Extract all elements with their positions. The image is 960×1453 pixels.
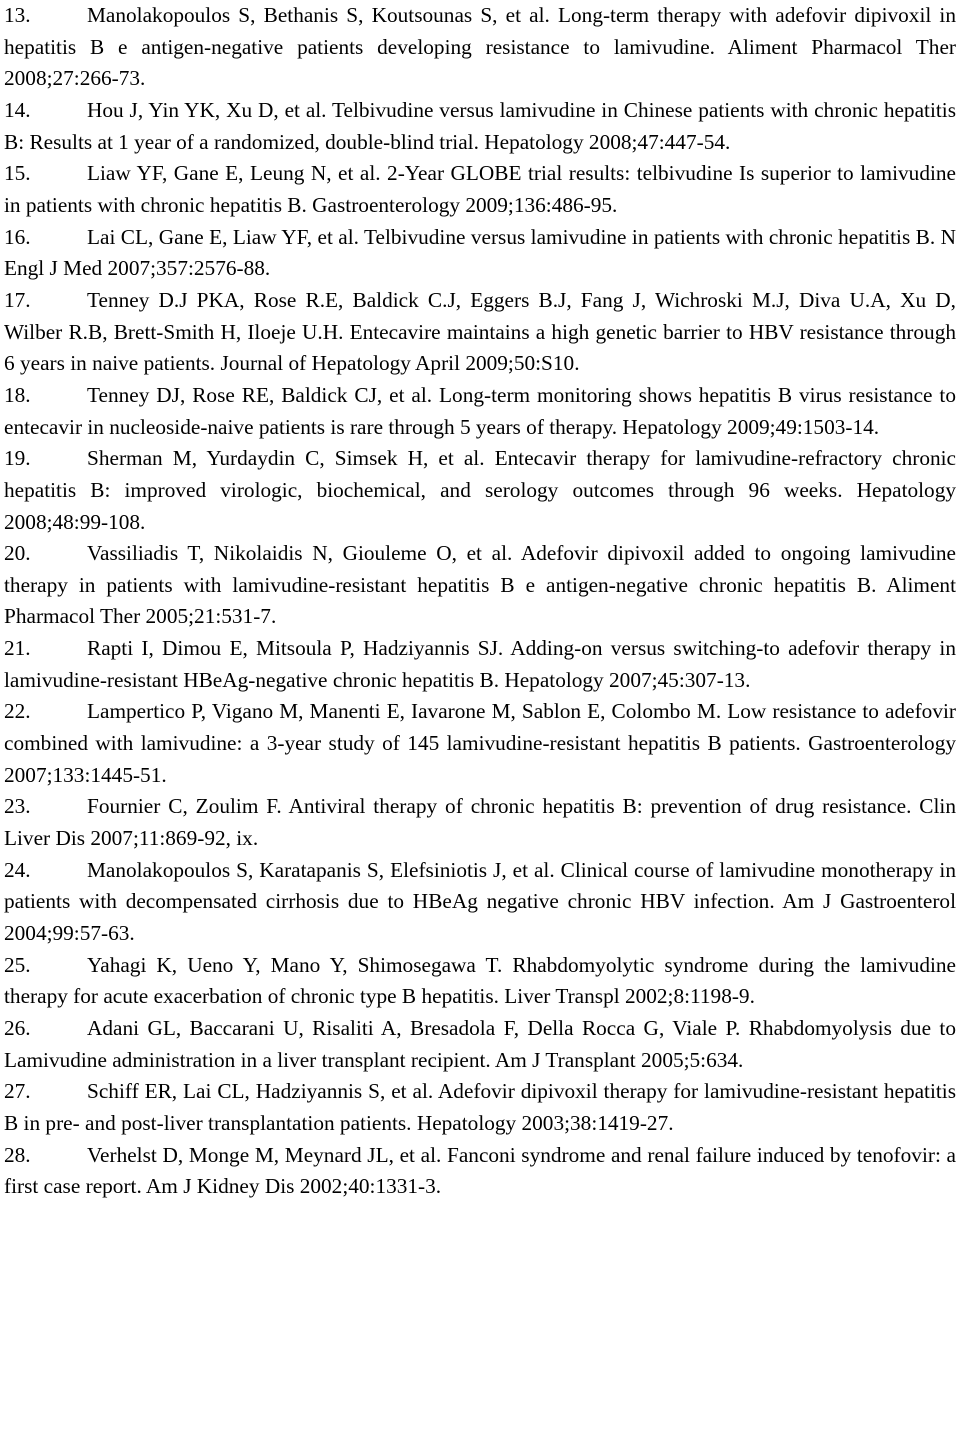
reference-number: 24. bbox=[4, 857, 31, 882]
reference-item bbox=[4, 95, 956, 158]
reference-number: 15. bbox=[4, 161, 31, 186]
reference-item bbox=[4, 443, 956, 538]
reference-text: Vassiliadis T, Nikolaidis N, Giouleme O, et al. Adefovir dipivoxil added to ongoing lamivudine therapy in patients with lamivudine-resistant hepatitis B e antigen-negative chronic hepatitis B. Aliment Pharmacol Ther 2005;21:531-7. bbox=[4, 541, 956, 629]
reference-item bbox=[4, 380, 956, 443]
reference-text: Sherman M, Yurdaydin C, Simsek H, et al. Entecavir therapy for lamivudine-refractory chronic hepatitis B: improved virologic, biochemical, and serology outcomes through 96 weeks. Hepatology 2008;48:99-108. bbox=[4, 446, 956, 534]
reference-item bbox=[4, 158, 956, 221]
reference-item bbox=[4, 0, 956, 95]
reference-text: Hou J, Yin YK, Xu D, et al. Telbivudine versus lamivudine in Chinese patients with chronic hepatitis B: Results at 1 year of a randomized, double-blind trial. Hepatology 2008;47:447-54. bbox=[4, 97, 956, 154]
reference-number: 13. bbox=[4, 3, 31, 27]
reference-text: Adani GL, Baccarani U, Risaliti A, Bresadola F, Della Rocca G, Viale P. Rhabdomyolysis due to Lamivudine administration in a liver transplant recipient. Am J Transplant 2005;5:634. bbox=[4, 1016, 956, 1072]
reference-item bbox=[4, 222, 956, 285]
reference-number: 18. bbox=[4, 382, 31, 407]
reference-item bbox=[4, 696, 956, 791]
reference-item bbox=[4, 633, 956, 696]
reference-item bbox=[4, 538, 956, 633]
reference-item bbox=[4, 1076, 956, 1139]
reference-text: Rapti I, Dimou E, Mitsoula P, Hadziyannis SJ. Adding-on versus switching-to adefovir therapy in lamivudine-resistant HBeAg-negative chronic hepatitis B. Hepatology 2007;45:307-13. bbox=[4, 636, 956, 692]
reference-text: Tenney D.J PKA, Rose R.E, Baldick C.J, Eggers B.J, Fang J, Wichroski M.J, Diva U.A, Xu D, Wilber R.B, Brett-Smith H, Iloeje U.H. Entecavire maintains a high genetic barrier to HBV resistance through 6 years in naive patients. Journal of Hepatology April 2009;50:S10. bbox=[4, 287, 956, 376]
reference-item bbox=[4, 1140, 956, 1203]
reference-text: Lai CL, Gane E, Liaw YF, et al. Telbivudine versus lamivudine in patients with chronic hepatitis B. N Engl J Med 2007;357:2576-88. bbox=[4, 224, 956, 281]
reference-item bbox=[4, 1013, 956, 1076]
reference-number: 21. bbox=[4, 636, 31, 661]
reference-text: Liaw YF, Gane E, Leung N, et al. 2-Year GLOBE trial results: telbivudine Is superior to lamivudine in patients with chronic hepatitis B. Gastroenterology 2009;136:486-95. bbox=[4, 161, 956, 217]
reference-text: Fournier C, Zoulim F. Antiviral therapy of chronic hepatitis B: prevention of drug resistance. Clin Liver Dis 2007;11:869-92, ix. bbox=[4, 794, 956, 851]
reference-number: 19. bbox=[4, 446, 31, 471]
reference-number: 23. bbox=[4, 794, 31, 819]
reference-text: Manolakopoulos S, Karatapanis S, Elefsiniotis J, et al. Clinical course of lamivudine monotherapy in patients with decompensated cirrhosis due to HBeAg negative chronic HBV infection. Am J Gastroenterol 2004;99:57-63. bbox=[4, 857, 956, 946]
reference-list bbox=[4, 0, 956, 1203]
reference-text: Yahagi K, Ueno Y, Mano Y, Shimosegawa T. Rhabdomyolytic syndrome during the lamivudine therapy for acute exacerbation of chronic type B hepatitis. Liver Transpl 2002;8:1198-9. bbox=[4, 952, 956, 1009]
reference-number: 20. bbox=[4, 541, 31, 566]
reference-number: 26. bbox=[4, 1016, 31, 1040]
reference-item bbox=[4, 791, 956, 854]
reference-item bbox=[4, 285, 956, 380]
reference-number: 27. bbox=[4, 1079, 31, 1104]
reference-number: 28. bbox=[4, 1142, 31, 1167]
reference-number: 14. bbox=[4, 97, 31, 122]
reference-text: Verhelst D, Monge M, Meynard JL, et al. Fanconi syndrome and renal failure induced by tenofovir: a first case report. Am J Kidney Dis 2002;40:1331-3. bbox=[4, 1142, 956, 1199]
reference-number: 16. bbox=[4, 224, 31, 249]
reference-number: 25. bbox=[4, 952, 31, 977]
reference-text: Tenney DJ, Rose RE, Baldick CJ, et al. Long-term monitoring shows hepatitis B virus resistance to entecavir in nucleoside-naive patients is rare through 5 years of therapy. Hepatology 2009;49:1503-14. bbox=[4, 382, 956, 439]
reference-item bbox=[4, 950, 956, 1013]
reference-text: Lampertico P, Vigano M, Manenti E, Iavarone M, Sablon E, Colombo M. Low resistance to adefovir combined with lamivudine: a 3-year study of 145 lamivudine-resistant hepatitis B patients. Gastroenterology 2007;133:1445-51. bbox=[4, 699, 956, 787]
reference-text: Manolakopoulos S, Bethanis S, Koutsounas S, et al. Long-term therapy with adefovir dipivoxil in hepatitis B e antigen-negative patients developing resistance to lamivudine. Aliment Pharmacol Ther 2008;27:266-73. bbox=[4, 3, 956, 91]
reference-item bbox=[4, 855, 956, 950]
reference-text: Schiff ER, Lai CL, Hadziyannis S, et al. Adefovir dipivoxil therapy for lamivudine-resistant hepatitis B in pre- and post-liver transplantation patients. Hepatology 2003;38:1419-27. bbox=[4, 1079, 956, 1135]
reference-number: 17. bbox=[4, 287, 31, 312]
reference-number: 22. bbox=[4, 699, 31, 724]
